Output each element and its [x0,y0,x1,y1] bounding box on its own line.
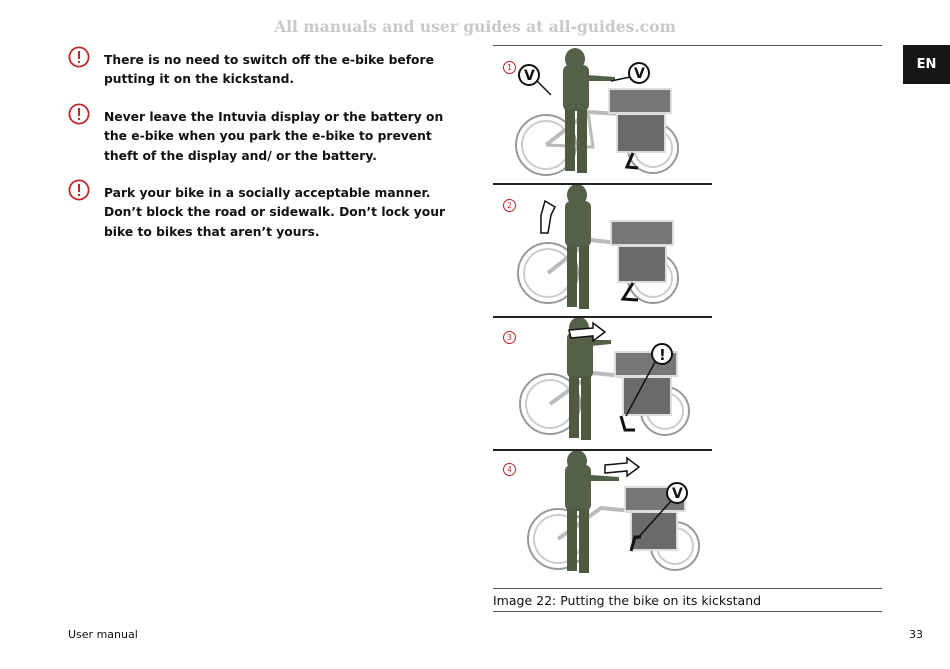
figure-panel-4 [493,451,712,586]
warning-circle-icon [68,103,90,125]
warning-text: There is no need to switch off the e-bike before putting it on the kickstand. [104,53,434,87]
warning-circle-icon [68,46,90,68]
page-number: 33 [909,628,923,641]
step-number: 1 [503,61,516,74]
figure-panel-2 [493,185,712,316]
caption-top-rule [493,588,882,589]
caption-bottom-rule [493,611,882,612]
svg-text:!: ! [659,346,666,364]
cargo-bike-illustration [493,318,712,449]
figure-panel-1 [493,47,712,182]
step-number: 2 [503,199,516,212]
watermark: All manuals and user guides at all-guides.com [274,17,676,36]
cargo-bike-illustration [493,47,712,182]
figure-top-rule [493,45,882,46]
svg-text:V: V [672,486,683,502]
warning-circle-icon [68,179,90,201]
footer-label: User manual [68,628,138,641]
figure-caption: Image 22: Putting the bike on its kickstand [493,593,762,608]
warning-text: Park your bike in a socially acceptable manner. Don’t block the road or sidewalk. Don’t lock your bike to bikes that aren’t yours. [104,186,446,239]
step-number: 3 [503,331,516,344]
warning-text: Never leave the Intuvia display or the battery on the e-bike when you park the e-bike to prevent theft of the display and/ or the battery. [104,110,444,163]
step-number: 4 [503,463,516,476]
language-tab: EN [903,45,950,84]
cargo-bike-illustration [493,451,712,586]
svg-text:V: V [524,68,535,84]
svg-text:V: V [634,66,645,82]
cargo-bike-illustration [493,185,712,316]
figure-panel-3 [493,318,712,449]
